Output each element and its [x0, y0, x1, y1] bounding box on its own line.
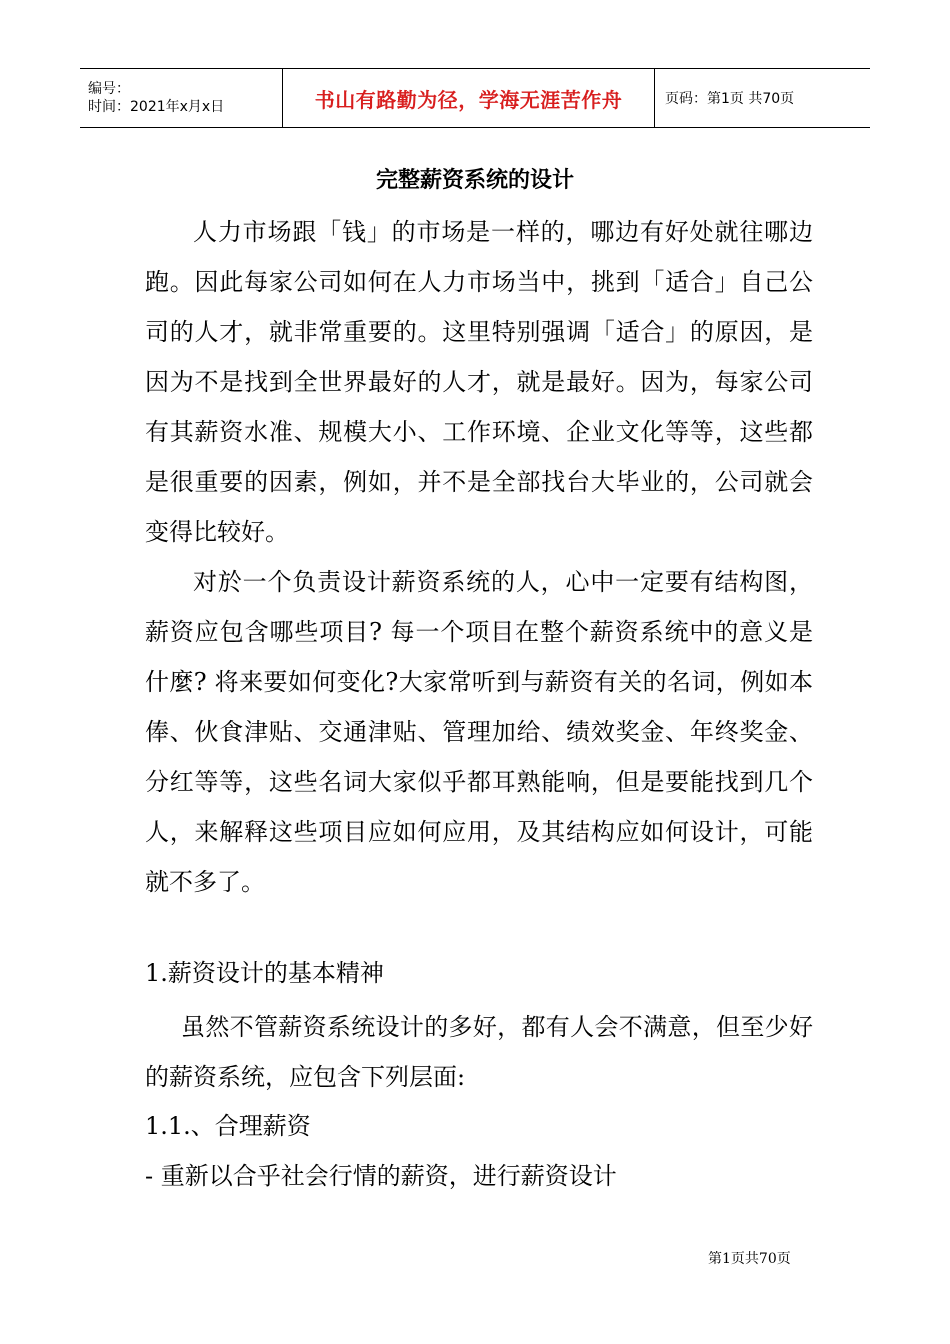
subsection-heading: 1.1.、合理薪资 — [145, 1112, 311, 1140]
section-paragraph: 虽然不管薪资系统设计的多好，都有人会不满意，但至少好的薪资系统，应包含下列层面: — [145, 1013, 813, 1091]
motto: 书山有路勤为径，学海无涯苦作舟 — [314, 87, 623, 112]
page-info: 页码：第1页 共70页 — [665, 91, 795, 107]
serial-label: 编号： — [88, 81, 130, 97]
header-page-cell — [655, 69, 870, 127]
paragraph-1: 人力市场跟「钱」的市场是一样的，哪边有好处就往哪边跑。因此每家公司如何在人力市场当中，挑到「适合」自己公司的人才，就非常重要的。这里特别强调「适合」的原因，是因为不是找到全世界最好的人才，就是最好。因为，每家公司有其薪资水准、规模大小、工作环境、企业文化等等，这些都是很重要的因素，例如，并不是全部找台大毕业的，公司就会变得比较好。 — [145, 218, 813, 546]
date-label: 时间：2021年x月x日 — [88, 99, 225, 115]
paragraph-2: 对於一个负责设计薪资系统的人，心中一定要有结构图，薪资应包含哪些项目? 每一个项目在整个薪资系统中的意义是什麼? 将来要如何变化?大家常听到与薪资有关的名词，例如本俸、伙食津贴、交通津贴、管理加给、绩效奖金、年终奖金、分红等等，这些名词大家似乎都耳熟能响，但是要能找到几个人，来解释这些项目应如何应用，及其结构应如何设计，可能就不多了。 — [145, 568, 813, 896]
header-motto-cell — [282, 69, 655, 127]
header-meta — [80, 69, 282, 127]
page-header — [80, 68, 870, 128]
section-heading: 1.薪资设计的基本精神 — [145, 959, 384, 987]
bullet-item: - 重新以合乎社会行情的薪资，进行薪资设计 — [145, 1162, 617, 1190]
page-footer: 第1页共70页 — [708, 1251, 791, 1267]
document-title: 完整薪资系统的设计 — [375, 168, 574, 193]
